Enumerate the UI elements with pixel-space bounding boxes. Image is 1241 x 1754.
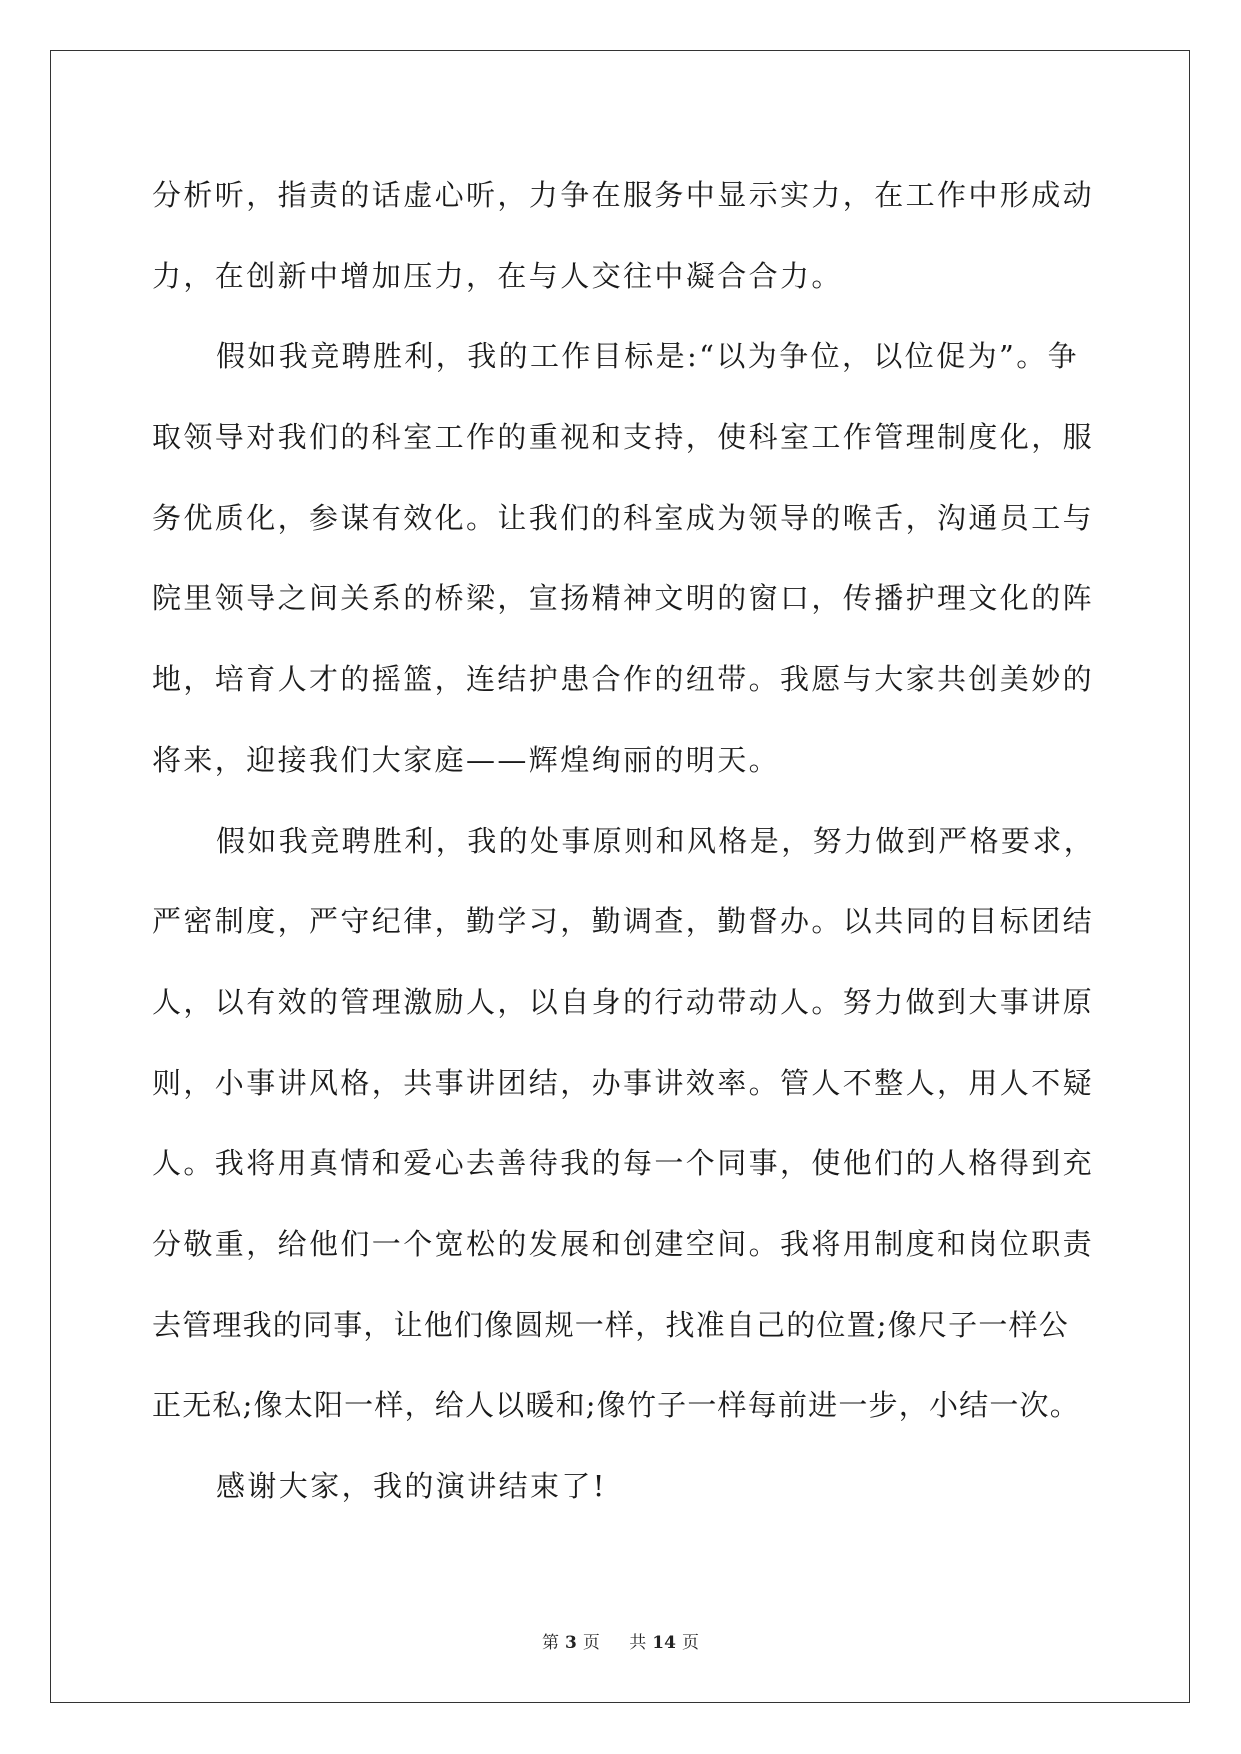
text-line: 正无私;像太阳一样，给人以暖和;像竹子一样每前进一步，小结一次。: [152, 1388, 1080, 1423]
text-line: 院里领导之间关系的桥梁，宣扬精神文明的窗口，传播护理文化的阵: [152, 581, 1095, 616]
text-line: 严密制度，严守纪律，勤学习，勤调查，勤督办。以共同的目标团结: [152, 904, 1095, 939]
page-prefix: 第: [542, 1633, 560, 1653]
document-body: [152, 155, 1096, 1527]
total-suffix: 页: [681, 1633, 699, 1653]
paragraph-start: 假如我竞聘胜利，我的工作目标是:“以为争位，以位促为”。争: [216, 339, 1080, 374]
text-line: 人，以有效的管理激励人，以自身的行动带动人。努力做到大事讲原: [152, 984, 1095, 1019]
paragraph-start: 感谢大家，我的演讲结束了!: [216, 1469, 607, 1503]
text-line: 去管理我的同事，让他们像圆规一样，找准自己的位置;像尺子一样公: [152, 1307, 1069, 1342]
text-line: 分敬重，给他们一个宽松的发展和创建空间。我将用制度和岗位职责: [152, 1226, 1095, 1261]
text-line: 人。我将用真情和爱心去善待我的每一个同事，使他们的人格得到充: [152, 1146, 1095, 1181]
text-line: 务优质化，参谋有效化。让我们的科室成为领导的喉舌，沟通员工与: [152, 500, 1095, 535]
page-number: [536, 1633, 606, 1653]
total-pages: 14: [652, 1633, 676, 1653]
text-line: 地，培育人才的摇篮，连结护患合作的纽带。我愿与大家共创美妙的: [152, 662, 1095, 697]
paragraph-start: 假如我竞聘胜利，我的处事原则和风格是，努力做到严格要求，: [216, 823, 1096, 858]
current-page: 3: [565, 1633, 577, 1653]
total-prefix: 共: [629, 1633, 647, 1653]
text-line: 将来，迎接我们大家庭——辉煌绚丽的明天。: [152, 742, 781, 777]
page-suffix: 页: [582, 1633, 600, 1653]
text-line: 取领导对我们的科室工作的重视和支持，使科室工作管理制度化，服: [152, 420, 1095, 455]
page-total: [623, 1633, 705, 1653]
text-line: 分析听，指责的话虚心听，力争在服务中显示实力，在工作中形成动: [152, 178, 1095, 212]
text-line: 则，小事讲风格，共事讲团结，办事讲效率。管人不整人，用人不疑: [152, 1065, 1095, 1100]
page-footer: [0, 1628, 1241, 1653]
text-line: 力，在创新中增加压力，在与人交往中凝合合力。: [152, 258, 843, 293]
